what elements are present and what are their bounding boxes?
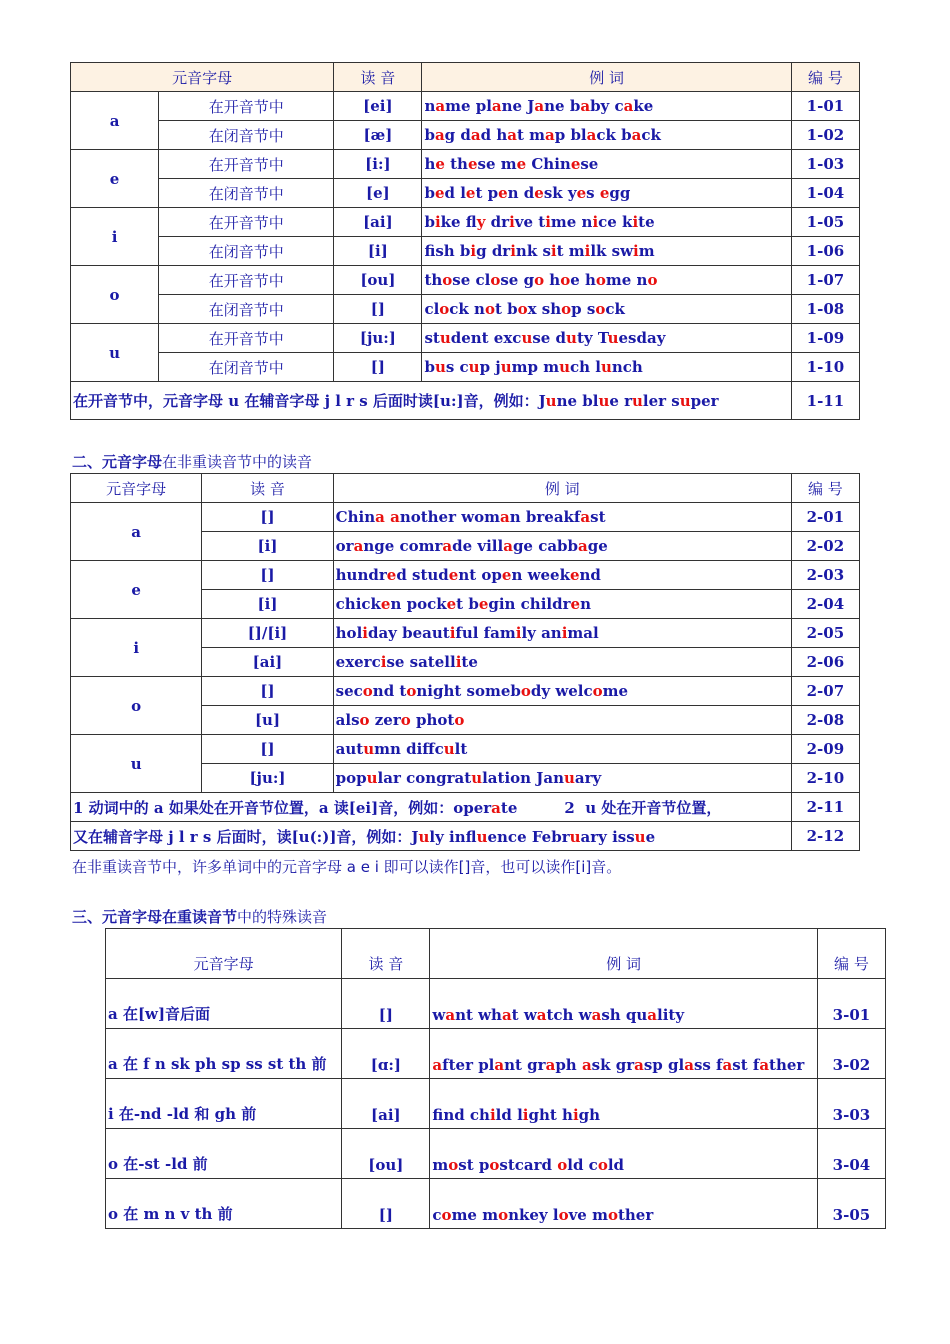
example-words: second tonight somebody welcome (333, 677, 791, 706)
phonetic-symbol: [ou] (342, 1129, 430, 1179)
header-sound: 读 音 (342, 929, 430, 979)
syllable-type: 在闭音节中 (159, 237, 334, 266)
table-row (106, 1079, 886, 1129)
example-words: after plant graph ask grasp glass fast father (430, 1029, 817, 1079)
entry-id: 1-11 (791, 382, 859, 420)
entry-id: 1-03 (791, 150, 859, 179)
vowel-letter: i (71, 619, 202, 677)
example-words: popular congratulation January (333, 764, 791, 793)
table-note-row (71, 822, 860, 851)
example-words: autumn diffcult (333, 735, 791, 764)
syllable-type: 在开音节中 (159, 208, 334, 237)
example-words: want what watch wash quality (430, 979, 817, 1029)
entry-id: 3-02 (817, 1029, 885, 1079)
example-words: holiday beautiful family animal (333, 619, 791, 648)
header-example: 例 词 (430, 929, 817, 979)
phonetic-symbol: [ai] (342, 1079, 430, 1129)
table-note-row (71, 793, 860, 822)
table-row (71, 266, 860, 295)
table-row (71, 561, 860, 590)
table-row (71, 121, 860, 150)
rule-text: a 在 f n sk ph sp ss st th 前 (106, 1029, 342, 1079)
header-letter: 元音字母 (71, 63, 334, 92)
section2-title-rest: 在非重读音节中的读音 (162, 453, 313, 471)
entry-id: 2-03 (791, 561, 859, 590)
table-row (71, 324, 860, 353)
section3-title-bold: 三、元音字母在重读音节 (72, 908, 238, 926)
table-body (106, 929, 886, 1229)
phonetic-symbol: [] (202, 561, 333, 590)
header-example: 例 词 (333, 474, 791, 503)
table-row (71, 92, 860, 121)
section3-title-rest: 中的特殊读音 (237, 908, 328, 926)
header-sound: 读 音 (334, 63, 422, 92)
header-id: 编 号 (791, 474, 859, 503)
vowel-unstressed-table (70, 473, 860, 851)
phonetic-symbol: []/[i] (202, 619, 333, 648)
example-words: those close go hoe home no (422, 266, 791, 295)
vowel-letter: i (71, 208, 159, 266)
table-row (71, 503, 860, 532)
example-words: come monkey love mother (430, 1179, 817, 1229)
phonetic-symbol: [ai] (334, 208, 422, 237)
note-text: 在开音节中，元音字母 u 在辅音字母 j l r s 后面时读[u:]音，例如：June blue ruler super (71, 382, 792, 420)
entry-id: 3-03 (817, 1079, 885, 1129)
table-header-row (106, 929, 886, 979)
table-row (71, 735, 860, 764)
header-letter: 元音字母 (71, 474, 202, 503)
entry-id: 2-01 (791, 503, 859, 532)
entry-id: 2-09 (791, 735, 859, 764)
phonetic-symbol: [i:] (334, 150, 422, 179)
entry-id: 1-09 (791, 324, 859, 353)
entry-id: 2-12 (791, 822, 859, 851)
phonetic-symbol: [] (202, 503, 333, 532)
vowel-letter: o (71, 677, 202, 735)
example-words: chicken pocket begin children (333, 590, 791, 619)
phonetic-symbol: [ju:] (334, 324, 422, 353)
vowel-letter: a (71, 503, 202, 561)
header-sound: 读 音 (202, 474, 333, 503)
phonetic-symbol: [i] (334, 237, 422, 266)
entry-id: 2-02 (791, 532, 859, 561)
phonetic-symbol: [] (202, 677, 333, 706)
phonetic-symbol: [u] (202, 706, 333, 735)
table-row (71, 295, 860, 324)
table-row (71, 619, 860, 648)
example-words: China another woman breakfast (333, 503, 791, 532)
vowel-letter: u (71, 324, 159, 382)
phonetic-symbol: [æ] (334, 121, 422, 150)
table-row (71, 179, 860, 208)
phonetic-symbol: [ju:] (202, 764, 333, 793)
example-words: orange comrade village cabbage (333, 532, 791, 561)
section3-title (72, 906, 327, 927)
table-row (71, 677, 860, 706)
note-text: 1 动词中的 a 如果处在开音节位置，a 读[ei]音，例如：operate 2 u 处在开音节位置， (71, 793, 792, 822)
header-example: 例 词 (422, 63, 791, 92)
vowel-open-closed-table (70, 62, 860, 420)
example-words: student excuse duty Tuesday (422, 324, 791, 353)
syllable-type: 在开音节中 (159, 150, 334, 179)
entry-id: 3-04 (817, 1129, 885, 1179)
phonetic-symbol: [e] (334, 179, 422, 208)
phonetic-symbol: [i] (202, 590, 333, 619)
table2-footer-note: 在非重读音节中，许多单词中的元音字母 a e i 即可以读作[]音，也可以读作[i]音。 (72, 858, 622, 876)
entry-id: 2-10 (791, 764, 859, 793)
entry-id: 1-04 (791, 179, 859, 208)
example-words: bike fly drive time nice kite (422, 208, 791, 237)
header-letter: 元音字母 (106, 929, 342, 979)
example-words: bus cup jump much lunch (422, 353, 791, 382)
example-words: bag dad hat map black back (422, 121, 791, 150)
table-body (71, 474, 860, 851)
table-header-row (71, 63, 860, 92)
phonetic-symbol: [] (342, 1179, 430, 1229)
entry-id: 1-05 (791, 208, 859, 237)
table-row (71, 353, 860, 382)
syllable-type: 在闭音节中 (159, 179, 334, 208)
example-words: fnd child light high (430, 1079, 817, 1129)
table-row (106, 979, 886, 1029)
rule-text: i 在-nd -ld 和 gh 前 (106, 1079, 342, 1129)
phonetic-symbol: [] (334, 295, 422, 324)
rule-text: a 在[w]音后面 (106, 979, 342, 1029)
rule-text: o 在-st -ld 前 (106, 1129, 342, 1179)
vowel-letter: e (71, 150, 159, 208)
table-header-row (71, 474, 860, 503)
phonetic-symbol: [ei] (334, 92, 422, 121)
phonetic-symbol: [ai] (202, 648, 333, 677)
entry-id: 2-11 (791, 793, 859, 822)
phonetic-symbol: [] (334, 353, 422, 382)
vowel-letter: u (71, 735, 202, 793)
entry-id: 1-06 (791, 237, 859, 266)
entry-id: 1-08 (791, 295, 859, 324)
example-words: most postcard old cold (430, 1129, 817, 1179)
entry-id: 2-08 (791, 706, 859, 735)
syllable-type: 在闭音节中 (159, 353, 334, 382)
header-id: 编 号 (817, 929, 885, 979)
table-row (106, 1029, 886, 1079)
example-words: he these me Chinese (422, 150, 791, 179)
section2-title (72, 451, 312, 472)
vowel-letter: a (71, 92, 159, 150)
example-words: hundred student open weekend (333, 561, 791, 590)
example-words: exercise satellite (333, 648, 791, 677)
entry-id: 1-10 (791, 353, 859, 382)
entry-id: 1-07 (791, 266, 859, 295)
vowel-special-stressed-table (105, 928, 886, 1229)
example-words: also zero photo (333, 706, 791, 735)
vowel-letter: e (71, 561, 202, 619)
phonetic-symbol: [ou] (334, 266, 422, 295)
example-words: name plane Jane baby cake (422, 92, 791, 121)
entry-id: 2-06 (791, 648, 859, 677)
example-words: bed let pen desk yes egg (422, 179, 791, 208)
syllable-type: 在开音节中 (159, 92, 334, 121)
table-row (71, 150, 860, 179)
entry-id: 2-07 (791, 677, 859, 706)
syllable-type: 在闭音节中 (159, 295, 334, 324)
example-words: clock not box shop sock (422, 295, 791, 324)
table-row (71, 208, 860, 237)
table-body (71, 63, 860, 420)
phonetic-symbol: [] (202, 735, 333, 764)
entry-id: 3-01 (817, 979, 885, 1029)
table-row (106, 1179, 886, 1229)
example-words: fsh big drink sit milk swim (422, 237, 791, 266)
syllable-type: 在闭音节中 (159, 121, 334, 150)
note-text: 又在辅音字母 j l r s 后面时，读[u(:)]音，例如：July influence February issue (71, 822, 792, 851)
entry-id: 2-04 (791, 590, 859, 619)
section2-title-bold: 二、元音字母 (72, 453, 163, 471)
entry-id: 3-05 (817, 1179, 885, 1229)
syllable-type: 在开音节中 (159, 266, 334, 295)
phonetic-symbol: [i] (202, 532, 333, 561)
entry-id: 1-02 (791, 121, 859, 150)
phonetic-symbol: [] (342, 979, 430, 1029)
syllable-type: 在开音节中 (159, 324, 334, 353)
phonetic-symbol: [ɑ:] (342, 1029, 430, 1079)
table-row (106, 1129, 886, 1179)
header-id: 编 号 (791, 63, 859, 92)
vowel-letter: o (71, 266, 159, 324)
rule-text: o 在 m n v th 前 (106, 1179, 342, 1229)
entry-id: 2-05 (791, 619, 859, 648)
table-row (71, 237, 860, 266)
table-note-row (71, 382, 860, 420)
entry-id: 1-01 (791, 92, 859, 121)
